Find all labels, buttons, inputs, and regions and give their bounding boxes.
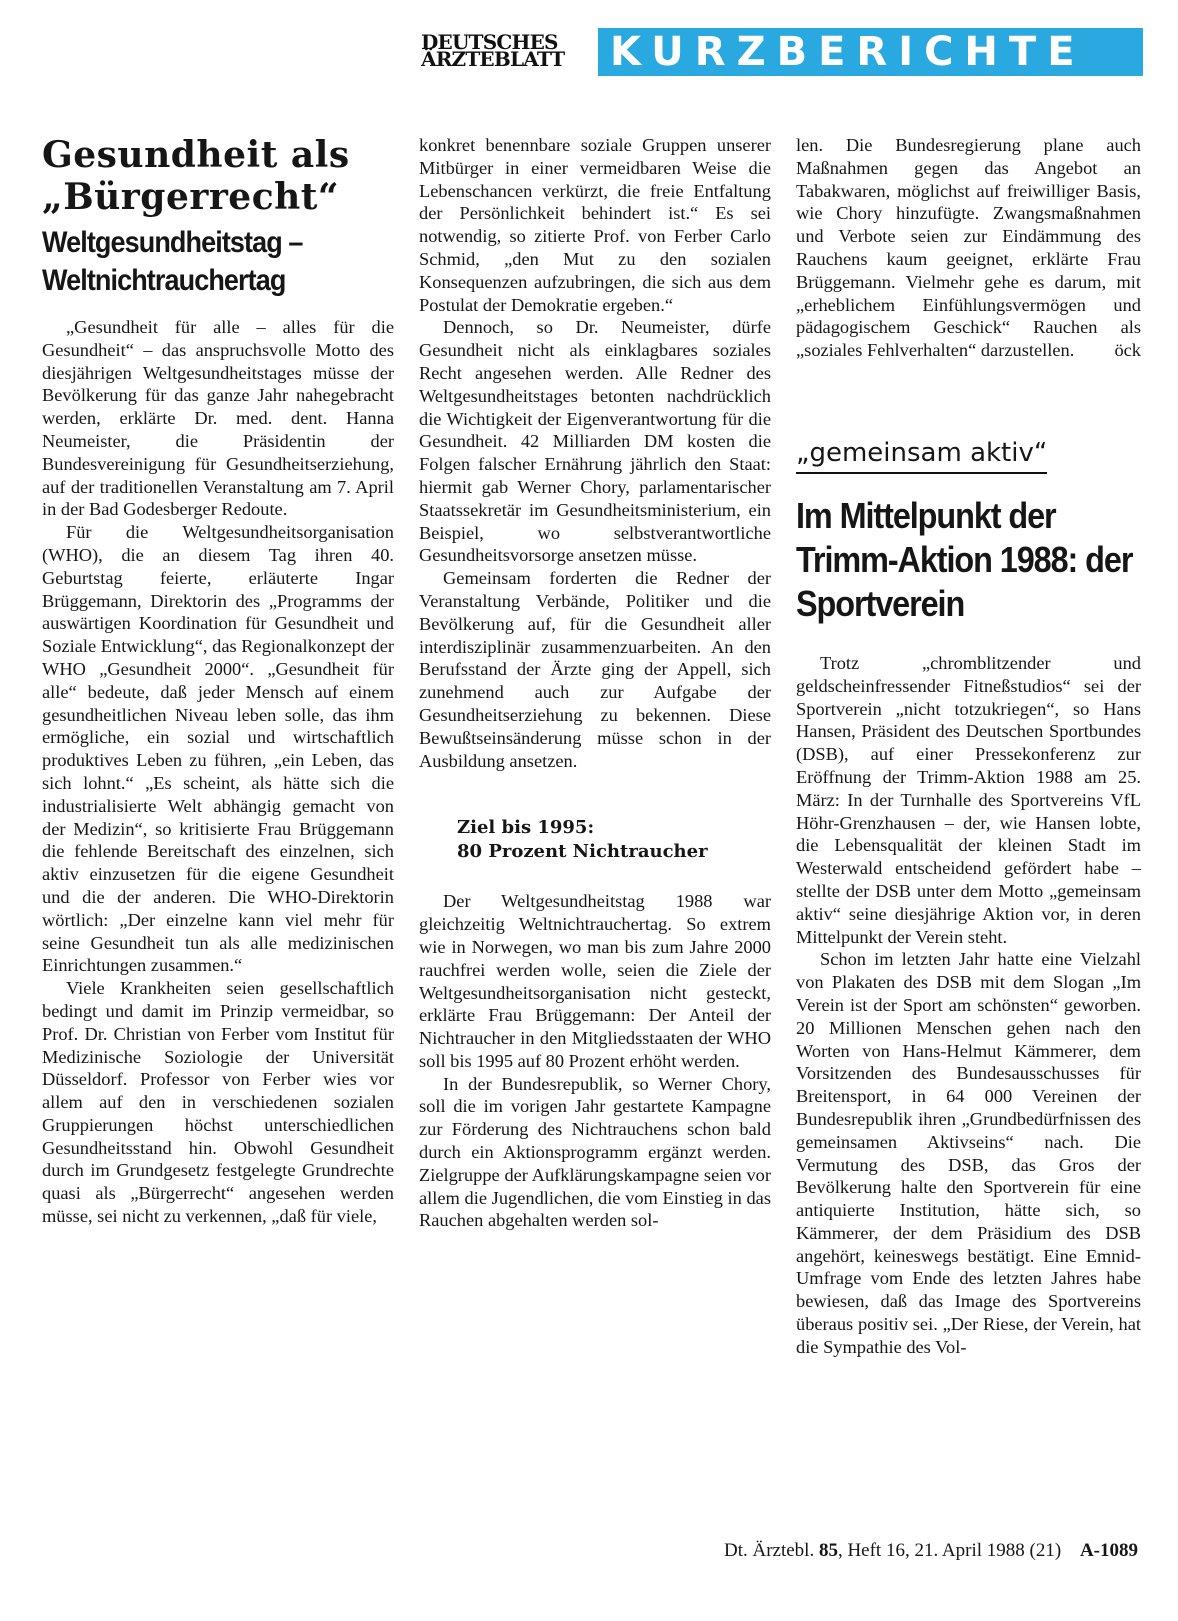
- volume-number: 85: [818, 1540, 838, 1561]
- page-footer: Dt. Ärztebl. 85, Heft 16, 21. April 1988 (21) A-1089: [723, 1540, 1138, 1561]
- paragraph: Der Weltgesundheitstag 1988 war gleichzeitig Weltnichtrauchertag. So extrem wie in Norwegen, wo man bis zum Jahre 2000 rauchfrei werden wolle, seien die Ziele der Weltgesundheitsorganisation nicht gesteckt, erklärte Frau Brüggemann: Der Anteil der Nichtraucher in den Mitgliedsstaaten der WHO soll bis 1995 auf 80 Prozent erhöht werden.: [419, 891, 771, 1071]
- article-kicker: „gemeinsam aktiv“: [796, 436, 1047, 474]
- paragraph: „Gesundheit für alle – alles für die Gesundheit“ – das anspruchsvolle Motto des diesjährigen Weltgesundheitstages müsse der Bevölkerung für das ganze Jahr nahegebracht werden, erklärte Dr. med. dent. Hanna Neumeister, die Präsidentin der Bundesvereinigung für Gesundheitserziehung, auf der traditionellen Veranstaltung am 7. April in der Bad Godesberger Redoute.: [42, 317, 394, 520]
- journal-logo: DEUTSCHES ÄRZTEBLATT: [421, 30, 565, 71]
- paragraph: Trotz „chromblitzender und geldscheinfressender Fitneßstudios“ sei der Sportverein „nicht totzukriegen“, so Hans Hansen, Präsident des Deutschen Sportbundes (DSB), auf einer Pressekonferenz zur Eröffnung der Trimm-Aktion 1988 am 25. März: In der Turnhalle des Sportvereins VfL Höhr-Grenzhausen – der, wie Hansen lobte, die Lebensqualität der kleinen Stadt im Westerwald entscheidend gefördert habe – stellte der DSB unter dem Motto „gemeinsam aktiv“ seine diesjährige Aktion vor, in deren Mittelpunkt der Verein steht.: [796, 652, 1141, 947]
- paragraph: Schon im letzten Jahr hatte eine Vielzahl von Plakaten des DSB mit dem Slogan „Im Verein ist der Sport am schönsten“ geworben. 20 Millionen Menschen gehen nach den Worten von Hans-Helmut Kämmerer, dem Vorsitzenden des Bundesausschusses für Breitensport, in 64 000 Vereinen der Bundesrepublik ihren „Grundbedürfnissen des gemeinsamen Aktivseins“ nach. Die Vermutung des DSB, das Gros der Bevölkerung halte den Sportverein für eine antiquierte Institution, hätte sich, so Kämmerer, der dem Präsidium des DSB angehört, keineswegs bestätigt. Eine Emnid-Umfrage vom Ende des letzten Jahres habe bewiesen, daß das Image des Sportvereins überaus positiv sei. „Der Riese, der Verein, hat die Sympathie des Vol-: [796, 949, 1141, 1357]
- author-signature: öck: [1114, 340, 1141, 361]
- paragraph: Gemeinsam forderten die Redner der Veranstaltung Verbände, Politiker und die Bevölkerung auf, für die Gesundheit aller interdisziplinär zusammenzuarbeiten. An den Berufsstand der Ärzte ging der Appell, sich zunehmend auch zur Aufgabe der Gesundheitserziehung zu bekennen. Diese Bewußtseinsänderung müsse schon in der Ausbildung ansetzen.: [419, 568, 771, 771]
- column-2: [419, 134, 771, 1232]
- column-3: [796, 134, 1141, 1359]
- paragraph: Dennoch, so Dr. Neumeister, dürfe Gesundheit nicht als einklagbares soziales Recht angesehen werden. Alle Redner des Weltgesundheitstages betonten nachdrücklich die Wichtigkeit der Eigenverantwortung für die Gesundheit. 42 Milliarden DM kosten die Folgen falscher Ernährung jährlich den Staat: hiermit gab Werner Chory, parlamentarischer Staatssekretär im Gesundheitsministerium, ein Beispiel, wo selbstverantwortliche Gesundheitsvorsorge ansetzen müsse.: [419, 317, 771, 566]
- article-title: Im Mittelpunkt der Trimm-Aktion 1988: der Sportverein: [796, 494, 1133, 624]
- paragraph: Für die Weltgesundheitsorganisation (WHO), die an diesem Tag ihren 40. Geburtstag feierte, erläuterte Ingar Brüggemann, Direktorin des „Programms der auswärtigen Koordination für Gesundheit und Soziale Entwicklung“, das Regionalkonzept der WHO „Gesundheit 2000“. „Gesundheit für alle“ bedeute, daß jeder Mensch auf einem gesundheitlichen Niveau leben solle, das ihm ermögliche, ein sozial und wirtschaftlich produktives Leben zu führen, „ein Leben, das sich lohnt.“ „Es scheint, als hätte sich die industrialisierte Welt abhängig gemacht von der Medizin“, so kritisierte Frau Brüggemann die fehlende Bereitschaft des einzelnen, sich aktiv einzusetzen für die eigene Gesundheit und die der anderen. Die WHO-Direktorin wörtlich: „Der einzelne kann viel mehr für seine Gesundheit tun als alle medizinischen Einrichtungen zusammen.“: [42, 522, 394, 976]
- article-title: Gesundheit als „Bürgerrecht“: [42, 134, 350, 218]
- paragraph: In der Bundesrepublik, so Werner Chory, soll die im vorigen Jahr gestartete Kampagne zur Förderung des Nichtrauchens schon bald durch ein Aktionsprogramm ergänzt werden. Zielgruppe der Aufklärungskampagne seien vor allem die Jugendlichen, die vom Einstieg in das Rauchen abgehalten werden sol-: [419, 1073, 771, 1231]
- column-1: [42, 134, 394, 1228]
- section-subhead: Ziel bis 1995: 80 Prozent Nichtraucher: [457, 817, 708, 863]
- paragraph: konkret benennbare soziale Gruppen unserer Mitbürger in einer vermeidbaren Weise die Lebenschancen verkürzt, die freie Entfaltung der Persönlichkeit behindert ist.“ Es sei notwendig, so zitierte Prof. von Ferber Carlo Schmid, „den Mut zu den sozialen Konsequenzen aufzubringen, die sich aus dem Postulat der Demokratie ergeben.“: [419, 135, 771, 315]
- article-subtitle: Weltgesundheitstag – Weltnichtrauchertag: [42, 226, 303, 297]
- page-number: A-1089: [1079, 1540, 1138, 1561]
- paragraph: len. Die Bundesregierung plane auch Maßnahmen gegen das Angebot an Tabakwaren, möglichst auf freiwilliger Basis, wie Chory hinzufügte. Zwangsmaßnahmen und Verbote seien zur Eindämmung des Rauchens kaum geeignet, erklärte Frau Brüggemann. Vielmehr gehe es darum, mit „erheblichem Einfühlungsvermögen und pädagogischem Geschick“ Rauchen als „soziales Fehlverhalten“ darzustellen. öck: [796, 135, 1141, 361]
- section-banner: KURZBERICHTE: [598, 28, 1143, 76]
- paragraph: Viele Krankheiten seien gesellschaftlich bedingt und damit im Prinzip vermeidbar, so Prof. Dr. Christian von Ferber vom Institut für Medizinische Soziologie der Universität Düsseldorf. Professor von Ferber wies vor allem auf den in verschiedenen sozialen Gruppierungen höchst unterschiedlichen Gesundheitsstand hin. Obwohl Gesundheit durch im Grundgesetz festgelegte Grundrechte quasi als „Bürgerrecht“ angesehen werden müsse, sei nicht zu verkennen, „daß für viele,: [42, 978, 394, 1227]
